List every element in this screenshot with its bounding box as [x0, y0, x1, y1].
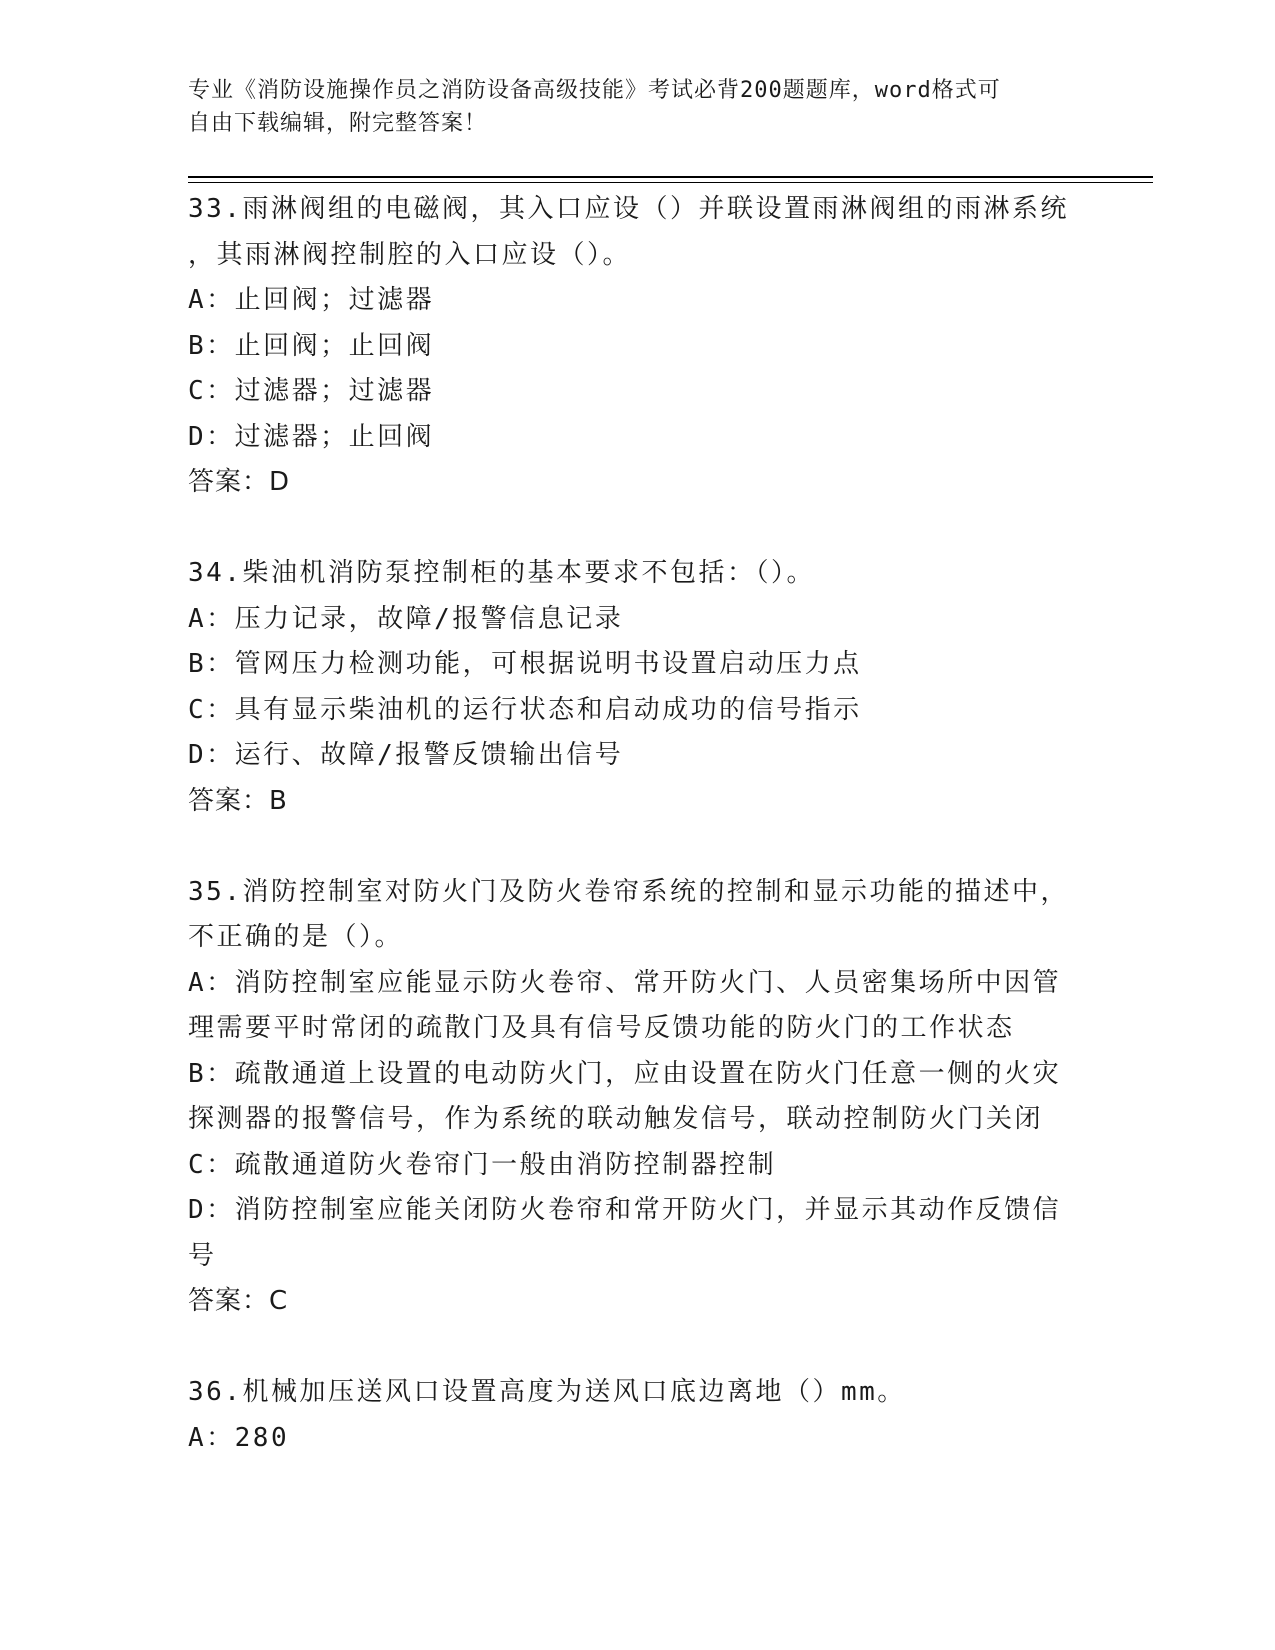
question-spacer — [188, 1325, 1088, 1371]
option-a: A：压力记录，故障/报警信息记录 — [188, 603, 624, 634]
question-34 — [188, 551, 1088, 824]
answer: 答案：C — [188, 1286, 289, 1316]
question-spacer — [188, 506, 1088, 552]
option-a: A：280 — [188, 1422, 290, 1453]
header-line-1: 专业《消防设施操作员之消防设备高级技能》考试必背200题题库，word格式可 — [188, 78, 1001, 103]
option-b: B：疏散通道上设置的电动防火门，应由设置在防火门任意一侧的火灾 — [188, 1058, 1062, 1089]
option-c: C：具有显示柴油机的运行状态和启动成功的信号指示 — [188, 694, 862, 725]
question-35 — [188, 870, 1088, 1325]
question-stem: 33.雨淋阀组的电磁阀，其入口应设（）并联设置雨淋阀组的雨淋系统 — [188, 194, 1069, 224]
question-stem: ，其雨淋阀控制腔的入口应设（）。 — [188, 239, 632, 270]
header-divider-thick — [188, 176, 1153, 178]
option-d: D：运行、故障/报警反馈输出信号 — [188, 740, 624, 770]
header-divider-thin — [188, 182, 1153, 183]
question-33 — [188, 187, 1088, 506]
question-36 — [188, 1370, 1088, 1461]
option-b: B：止回阀；止回阀 — [188, 330, 435, 361]
question-list — [188, 187, 1088, 1461]
header-line-2: 自由下载编辑，附完整答案！ — [188, 111, 488, 136]
option-c: C：疏散通道防火卷帘门一般由消防控制器控制 — [188, 1149, 777, 1180]
option-a: A：止回阀；过滤器 — [188, 285, 435, 315]
option-d: D：过滤器；止回阀 — [188, 421, 435, 452]
question-stem: 34.柴油机消防泵控制柜的基本要求不包括：（）。 — [188, 558, 815, 588]
document-header — [188, 74, 1068, 140]
option-a: 理需要平时常闭的疏散门及具有信号反馈功能的防火门的工作状态 — [188, 1013, 1015, 1043]
option-c: C：过滤器；过滤器 — [188, 376, 435, 406]
option-a: A：消防控制室应能显示防火卷帘、常开防火门、人员密集场所中因管 — [188, 967, 1062, 998]
answer: 答案：D — [188, 467, 291, 497]
option-d: D：消防控制室应能关闭防火卷帘和常开防火门，并显示其动作反馈信 — [188, 1195, 1062, 1225]
option-b: 探测器的报警信号，作为系统的联动触发信号，联动控制防火门关闭 — [188, 1104, 1044, 1134]
answer: 答案：B — [188, 785, 288, 816]
question-spacer — [188, 824, 1088, 870]
option-d: 号 — [188, 1240, 217, 1271]
option-b: B：管网压力检测功能，可根据说明书设置启动压力点 — [188, 649, 862, 679]
question-stem: 36.机械加压送风口设置高度为送风口底边离地（）mm。 — [188, 1377, 906, 1407]
question-stem: 35.消防控制室对防火门及防火卷帘系统的控制和显示功能的描述中， — [188, 876, 1069, 907]
question-stem: 不正确的是（）。 — [188, 922, 404, 952]
